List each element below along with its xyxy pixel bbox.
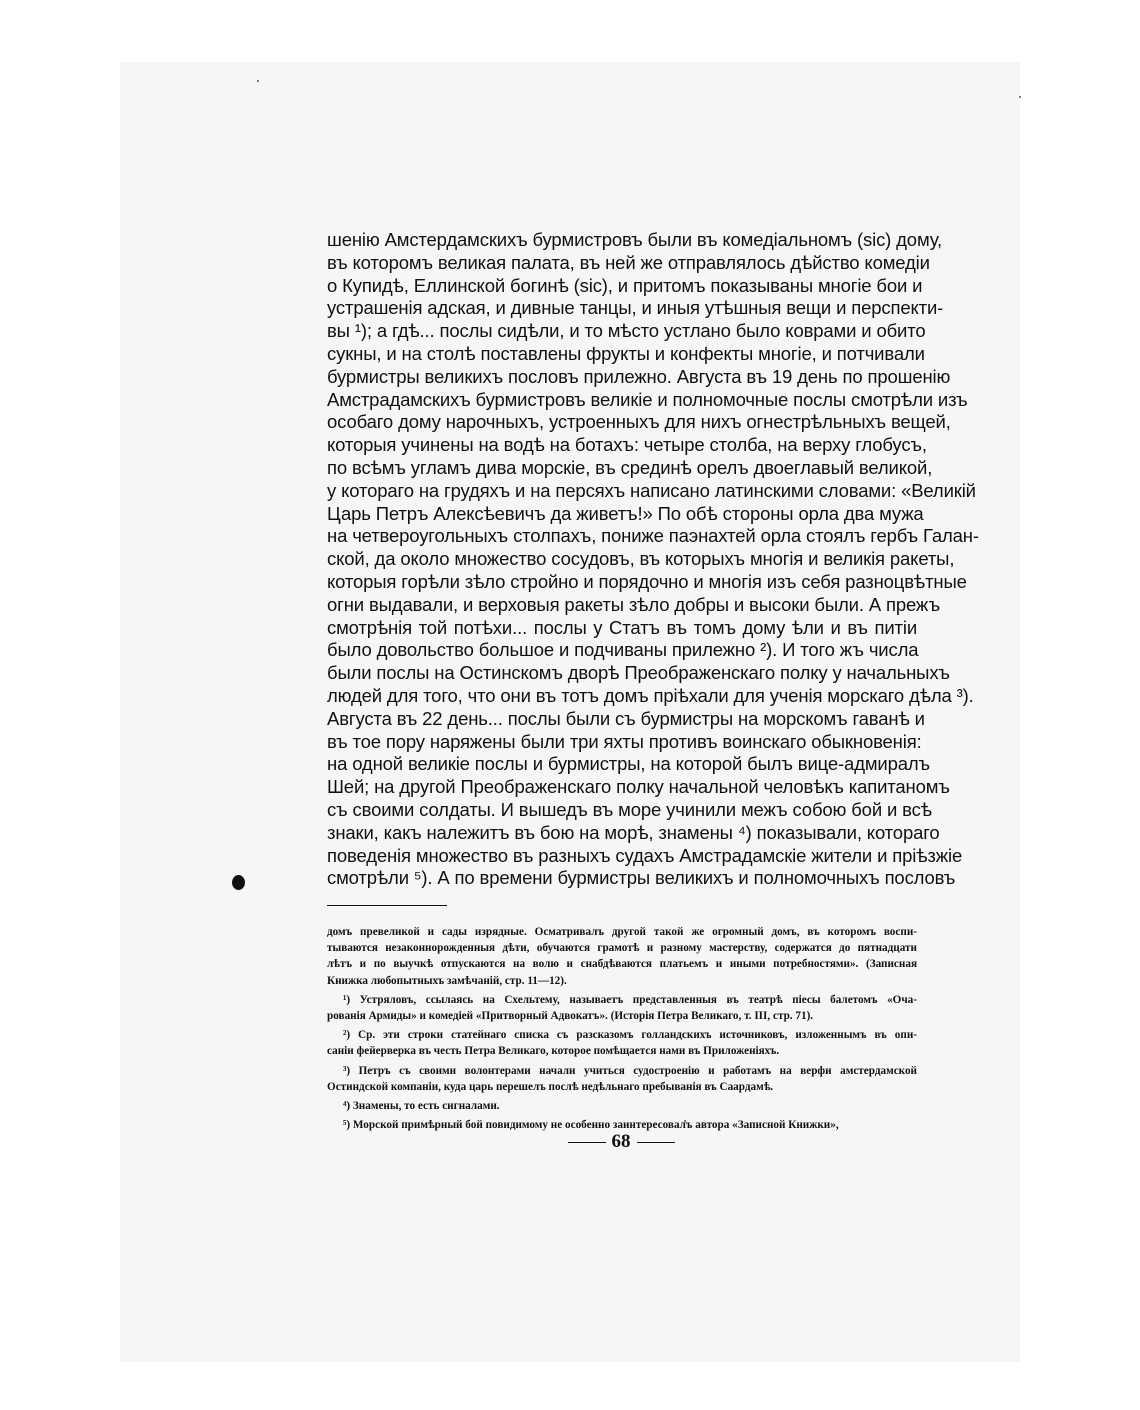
footnote-line: домъ превеликой и сады изрядные. Осматривалъ другой такой же огромный домъ, въ которомъ воспи- bbox=[327, 926, 917, 938]
footnote bbox=[327, 1063, 917, 1095]
page-number-dash-right bbox=[637, 1142, 675, 1143]
page-number bbox=[556, 1131, 686, 1153]
text-line: поведенія множество въ разныхъ судахъ Амстрадамскіе жители и пріѣзжіе bbox=[327, 844, 963, 866]
scan-speck bbox=[257, 80, 259, 82]
text-line: Амстрадамскихъ бурмистровъ великіе и полномочные послы смотрѣли изъ bbox=[327, 388, 968, 410]
text-line: бурмистры великихъ пословъ прилежно. Августа въ 19 день по прошенію bbox=[327, 365, 951, 387]
page-number-dash-left bbox=[568, 1142, 606, 1143]
text-line: которыя горѣли зѣло стройно и порядочно и многія изъ себя разноцвѣтные bbox=[327, 570, 967, 592]
text-line: вы ¹); а гдѣ... послы сидѣли, и то мѣсто устлано было коврами и обито bbox=[327, 320, 926, 342]
text-line: у котораго на грудяхъ и на персяхъ написано латинскими словами: «Великій bbox=[327, 479, 976, 501]
footnote bbox=[327, 1027, 917, 1059]
text-line: людей для того, что они въ тотъ домъ пріѣхали для ученія морскаго дѣла ³). bbox=[327, 684, 974, 706]
text-line: ской, да около множество сосудовъ, въ которыхъ многія и великія ракеты, bbox=[327, 548, 955, 570]
footnote-line: тываются незаконнорожденныя дѣти, обучаются грамотѣ и разному мастерству, содержатся до пятнадцати bbox=[327, 942, 917, 955]
text-line: шенію Амстердамскихъ бурмистровъ были въ комедіальномъ (sic) дому, bbox=[327, 229, 942, 250]
footnote-line: Книжка любопытныхъ замѣчаній, стр. 11—12). bbox=[327, 974, 567, 987]
footnote-line: лѣтъ и по выучкѣ отпускаются на волю и снабдѣваются платьемъ и иными потребностями». (Записная bbox=[327, 958, 917, 971]
main-text-body bbox=[327, 229, 979, 890]
text-line: которыя учинены на водѣ на ботахъ: четыре столба, на верху глобусъ, bbox=[327, 434, 927, 456]
page-number-value: 68 bbox=[611, 1131, 631, 1152]
footnote-line: ¹) Устряловъ, ссылаясь на Схельтему, называетъ представленныя въ театрѣ пiесы балетомъ «Оча- bbox=[343, 993, 917, 1006]
footnote-line: рованія Армиды» и комедіей «Притворный Адвокатъ». (Исторія Петра Великаго, т. III, стр. 71). bbox=[327, 1010, 814, 1023]
scan-speck bbox=[1019, 96, 1021, 98]
text-line: на четвероугольныхъ столпахъ, пониже паэнахтей орла стоялъ гербъ Галан- bbox=[327, 525, 979, 547]
footnote-line: Остиндской компаніи, куда царь перешелъ послѣ недѣльнаго пребыванія въ Саардамѣ. bbox=[327, 1080, 774, 1093]
text-line: устрашенія адская, и дивные танцы, и иныя утѣшныя вещи и перспекти- bbox=[327, 297, 944, 319]
text-line: на одной великіе послы и бурмистры, на которой былъ вице-адмиралъ bbox=[327, 753, 930, 775]
text-line: о Купидѣ, Еллинской богинѣ (sic), и притомъ показываны многіе бои и bbox=[327, 274, 923, 296]
text-line: смотрѣнія той потѣхи... послы у Статъ въ томъ дому ѣли и въ питіи bbox=[327, 616, 917, 638]
footnote-line: ⁵) Морской примѣрный бой повидимому не особенно заинтересовалъ автора «Записной Книжки», bbox=[343, 1119, 839, 1132]
text-line: были послы на Остинскомъ дворѣ Преображенскаго полку у начальныхъ bbox=[327, 662, 950, 684]
text-line: по всѣмъ угламъ дива морскіе, въ срединѣ орелъ двоеглавый великой, bbox=[327, 456, 933, 478]
footnote-line: саніи фейерверка въ честь Петра Великаго, которое помѣщается нами въ Приложеніяхъ. bbox=[327, 1045, 780, 1058]
text-line: въ тое пору наряжены были три яхты противъ воинскаго обыкновенія: bbox=[327, 730, 922, 752]
footnote bbox=[327, 924, 917, 989]
footnote bbox=[327, 992, 917, 1024]
text-line: Августа въ 22 день... послы были съ бурмистры на морскомъ гаванѣ и bbox=[327, 707, 925, 729]
text-line: въ которомъ великая палата, въ ней же отправлялось дѣйство комедіи bbox=[327, 251, 930, 273]
footnote-line: ³) Петръ съ своими волонтерами начали учиться судостроенію и работамъ на верфи амстердамской bbox=[343, 1064, 917, 1077]
text-line: было довольство большое и подчиваны прилежно ²). И того жъ числа bbox=[327, 639, 919, 661]
footnotes bbox=[327, 924, 917, 1136]
text-line: съ своими солдаты. И вышедъ въ море учинили межъ собою бой и всѣ bbox=[327, 798, 932, 820]
text-line: особаго дому нарочныхъ, устроенныхъ для нихъ огнестрѣльныхъ вещей, bbox=[327, 411, 951, 433]
text-line: сукны, и на столѣ поставлены фрукты и конфекты многіе, и потчивали bbox=[327, 342, 925, 364]
footnote-line: ²) Ср. эти строки статейнаго списка съ разсказомъ голландскихъ источниковъ, изложеннымъ въ опи- bbox=[343, 1029, 917, 1042]
text-line: огни выдавали, и верховыя ракеты зѣло добры и высоки были. А прежъ bbox=[327, 593, 940, 615]
text-line: Царь Петръ Алексѣевичъ да живетъ!» По обѣ стороны орла два мужа bbox=[327, 502, 924, 524]
text-line: Шей; на другой Преображенскаго полку начальной человѣкъ капитаномъ bbox=[327, 776, 950, 798]
text-line: знаки, какъ належитъ въ бою на морѣ, знамены ⁴) показывали, котораго bbox=[327, 821, 940, 843]
footnote bbox=[327, 1098, 917, 1114]
ink-blot bbox=[232, 875, 245, 890]
text-line: смотрѣли ⁵). А по времени бурмистры великихъ и полномочныхъ пословъ bbox=[327, 867, 956, 889]
footnote-separator bbox=[327, 905, 447, 906]
footnote-line: ⁴) Знамены, то есть сигналами. bbox=[343, 1100, 500, 1113]
